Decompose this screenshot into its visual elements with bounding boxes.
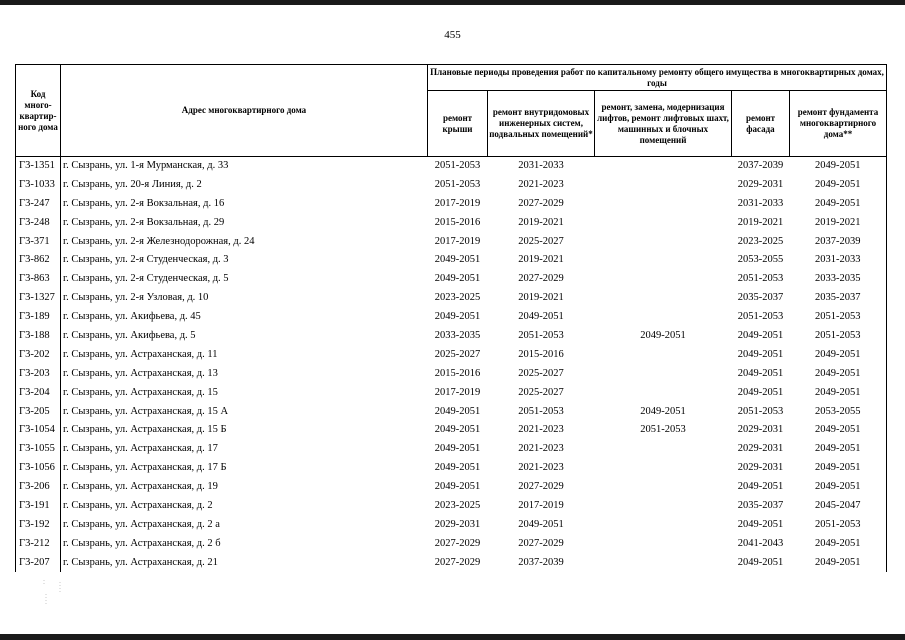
- cell-address: г. Сызрань, ул. Астраханская, д. 21: [61, 553, 428, 572]
- table-row: [16, 515, 887, 534]
- cell-roof: 2023-2025: [434, 292, 481, 304]
- table-row: [16, 270, 887, 289]
- cell-roof: 2015-2016: [434, 367, 481, 379]
- cell-lifts: [595, 308, 732, 327]
- cell-address: г. Сызрань, ул. Астраханская, д. 11: [61, 345, 428, 364]
- cell-code: Г3-206: [16, 478, 61, 497]
- table-row: [16, 459, 887, 478]
- cell-systems: 2021-2023: [518, 462, 564, 474]
- cell-systems: 2049-2051: [518, 518, 564, 530]
- cell-facade: 2023-2025: [737, 235, 784, 247]
- cell-code: Г3-1033: [16, 175, 61, 194]
- cell-facade: 2049-2051: [737, 348, 784, 360]
- header-facade: ремонт фасада: [732, 91, 790, 157]
- cell-code: Г3-371: [16, 232, 61, 251]
- cell-foundation: 2051-2053: [790, 515, 887, 534]
- cell-facade: 2049-2051: [737, 329, 784, 341]
- cell-foundation: 2035-2037: [790, 289, 887, 308]
- cell-facade: 2049-2051: [737, 556, 784, 568]
- table-row: [16, 308, 887, 327]
- cell-facade: 2029-2031: [737, 424, 784, 436]
- cell-lifts: [595, 213, 732, 232]
- cell-lifts: [595, 497, 732, 516]
- cell-code: Г3-1327: [16, 289, 61, 308]
- cell-roof: 2049-2051: [434, 273, 481, 285]
- cell-facade: 2029-2031: [737, 443, 784, 455]
- cell-code: Г3-191: [16, 497, 61, 516]
- cell-address: г. Сызрань, ул. 2-я Железнодорожная, д. 24: [61, 232, 428, 251]
- cell-roof: 2049-2051: [434, 254, 481, 266]
- cell-roof: 2027-2029: [434, 537, 481, 549]
- table-row: [16, 251, 887, 270]
- cell-foundation: 2031-2033: [790, 251, 887, 270]
- repair-schedule-table: [15, 64, 887, 572]
- cell-code: Г3-212: [16, 534, 61, 553]
- cell-foundation: 2019-2021: [790, 213, 887, 232]
- cell-foundation: 2049-2051: [790, 383, 887, 402]
- cell-roof: 2017-2019: [434, 386, 481, 398]
- cell-lifts: [595, 534, 732, 553]
- cell-systems: 2051-2053: [518, 329, 564, 341]
- cell-lifts: [595, 175, 732, 194]
- cell-systems: 2031-2033: [518, 160, 564, 172]
- cell-lifts: [595, 270, 732, 289]
- cell-address: г. Сызрань, ул. Акифьева, д. 5: [61, 327, 428, 346]
- cell-roof: 2049-2051: [434, 405, 481, 417]
- cell-roof: 2029-2031: [434, 518, 481, 530]
- cell-address: г. Сызрань, ул. Астраханская, д. 17 Б: [61, 459, 428, 478]
- cell-lifts: 2049-2051: [640, 329, 686, 341]
- cell-foundation: 2053-2055: [790, 402, 887, 421]
- cell-roof: 2027-2029: [434, 556, 481, 568]
- table-row: [16, 213, 887, 232]
- cell-facade: 2031-2033: [737, 197, 784, 209]
- cell-code: Г3-203: [16, 364, 61, 383]
- cell-roof: 2033-2035: [434, 329, 481, 341]
- cell-code: Г3-1351: [16, 157, 61, 176]
- cell-facade: 2051-2053: [737, 311, 784, 323]
- cell-foundation: 2049-2051: [790, 345, 887, 364]
- table-row: [16, 383, 887, 402]
- cell-lifts: [595, 553, 732, 572]
- cell-facade: 2049-2051: [737, 518, 784, 530]
- header-foundation: ремонт фундамента многоквартирного дома**: [790, 91, 887, 157]
- header-address: Адрес многоквартирного дома: [61, 65, 428, 157]
- cell-facade: 2053-2055: [737, 254, 784, 266]
- header-planned-periods: Плановые периоды проведения работ по капитальному ремонту общего имущества в многоквартирных домах, годы: [428, 65, 887, 91]
- cell-foundation: 2049-2051: [790, 553, 887, 572]
- cell-foundation: 2049-2051: [790, 157, 887, 176]
- cell-address: г. Сызрань, ул. Астраханская, д. 15: [61, 383, 428, 402]
- cell-code: Г3-863: [16, 270, 61, 289]
- cell-lifts: 2051-2053: [640, 424, 686, 436]
- cell-facade: 2051-2053: [737, 405, 784, 417]
- table-row: [16, 364, 887, 383]
- cell-roof: 2049-2051: [434, 424, 481, 436]
- cell-roof: 2015-2016: [434, 216, 481, 228]
- cell-systems: 2017-2019: [518, 499, 564, 511]
- cell-facade: 2051-2053: [737, 273, 784, 285]
- cell-address: г. Сызрань, ул. Астраханская, д. 2 а: [61, 515, 428, 534]
- cell-address: г. Сызрань, ул. Астраханская, д. 17: [61, 440, 428, 459]
- cell-lifts: [595, 251, 732, 270]
- cell-facade: 2029-2031: [737, 462, 784, 474]
- cell-address: г. Сызрань, ул. 2-я Вокзальная, д. 29: [61, 213, 428, 232]
- cell-code: Г3-188: [16, 327, 61, 346]
- cell-roof: 2025-2027: [434, 348, 481, 360]
- cell-systems: 2025-2027: [518, 386, 564, 398]
- cell-roof: 2051-2053: [434, 160, 481, 172]
- scan-edge-top: [0, 0, 905, 5]
- table-row: [16, 421, 887, 440]
- table-row: [16, 534, 887, 553]
- cell-roof: 2017-2019: [434, 197, 481, 209]
- cell-code: Г3-247: [16, 194, 61, 213]
- header-systems: ремонт внутридомовых инженерных систем, подвальных помещений*: [488, 91, 595, 157]
- cell-systems: 2051-2053: [518, 405, 564, 417]
- cell-address: г. Сызрань, ул. 1-я Мурманская, д. 33: [61, 157, 428, 176]
- cell-foundation: 2051-2053: [790, 308, 887, 327]
- cell-code: Г3-1055: [16, 440, 61, 459]
- table-row: [16, 345, 887, 364]
- cell-roof: 2049-2051: [434, 462, 481, 474]
- cell-code: Г3-1056: [16, 459, 61, 478]
- cell-address: г. Сызрань, ул. Астраханская, д. 13: [61, 364, 428, 383]
- cell-lifts: [595, 383, 732, 402]
- cell-facade: 2041-2043: [737, 537, 784, 549]
- table-row: [16, 478, 887, 497]
- table-row: [16, 553, 887, 572]
- cell-facade: 2037-2039: [737, 160, 784, 172]
- cell-systems: 2021-2023: [518, 424, 564, 436]
- cell-systems: 2027-2029: [518, 537, 564, 549]
- cell-systems: 2021-2023: [518, 178, 564, 190]
- cell-facade: 2029-2031: [737, 178, 784, 190]
- cell-facade: 2049-2051: [737, 367, 784, 379]
- cell-code: Г3-204: [16, 383, 61, 402]
- cell-lifts: [595, 364, 732, 383]
- cell-address: г. Сызрань, ул. Астраханская, д. 15 Б: [61, 421, 428, 440]
- cell-foundation: 2033-2035: [790, 270, 887, 289]
- scan-edge-bottom: [0, 634, 905, 640]
- cell-code: Г3-205: [16, 402, 61, 421]
- cell-facade: 2049-2051: [737, 481, 784, 493]
- cell-facade: 2019-2021: [737, 216, 784, 228]
- table-row: [16, 497, 887, 516]
- scan-artifact: [38, 578, 68, 608]
- cell-lifts: [595, 345, 732, 364]
- cell-roof: 2017-2019: [434, 235, 481, 247]
- header-lifts: ремонт, замена, модернизация лифтов, ремонт лифтовых шахт, машинных и блочных помещений: [595, 91, 732, 157]
- cell-address: г. Сызрань, ул. Астраханская, д. 15 А: [61, 402, 428, 421]
- table-row: [16, 440, 887, 459]
- cell-address: г. Сызрань, ул. Астраханская, д. 2 б: [61, 534, 428, 553]
- cell-lifts: [595, 232, 732, 251]
- cell-systems: 2015-2016: [518, 348, 564, 360]
- cell-facade: 2049-2051: [737, 386, 784, 398]
- cell-roof: 2023-2025: [434, 499, 481, 511]
- cell-foundation: 2049-2051: [790, 440, 887, 459]
- cell-code: Г3-1054: [16, 421, 61, 440]
- cell-code: Г3-192: [16, 515, 61, 534]
- cell-systems: 2037-2039: [518, 556, 564, 568]
- cell-lifts: 2049-2051: [640, 405, 686, 417]
- cell-lifts: [595, 478, 732, 497]
- cell-code: Г3-248: [16, 213, 61, 232]
- cell-lifts: [595, 459, 732, 478]
- cell-systems: 2019-2021: [518, 254, 564, 266]
- cell-systems: 2027-2029: [518, 273, 564, 285]
- cell-systems: 2027-2029: [518, 197, 564, 209]
- cell-foundation: 2049-2051: [790, 364, 887, 383]
- cell-address: г. Сызрань, ул. 2-я Узловая, д. 10: [61, 289, 428, 308]
- cell-foundation: 2049-2051: [790, 194, 887, 213]
- cell-address: г. Сызрань, ул. Акифьева, д. 45: [61, 308, 428, 327]
- cell-code: Г3-189: [16, 308, 61, 327]
- cell-lifts: [595, 289, 732, 308]
- cell-address: г. Сызрань, ул. Астраханская, д. 2: [61, 497, 428, 516]
- cell-address: г. Сызрань, ул. Астраханская, д. 19: [61, 478, 428, 497]
- cell-code: Г3-862: [16, 251, 61, 270]
- cell-roof: 2049-2051: [434, 481, 481, 493]
- cell-foundation: 2051-2053: [790, 327, 887, 346]
- cell-foundation: 2049-2051: [790, 459, 887, 478]
- table-row: [16, 232, 887, 251]
- cell-foundation: 2045-2047: [790, 497, 887, 516]
- cell-systems: 2021-2023: [518, 443, 564, 455]
- table-row: [16, 289, 887, 308]
- cell-address: г. Сызрань, ул. 2-я Студенческая, д. 3: [61, 251, 428, 270]
- cell-systems: 2049-2051: [518, 311, 564, 323]
- cell-systems: 2019-2021: [518, 216, 564, 228]
- cell-roof: 2051-2053: [434, 178, 481, 190]
- table-row: [16, 157, 887, 176]
- cell-foundation: 2049-2051: [790, 421, 887, 440]
- table-row: [16, 175, 887, 194]
- cell-lifts: [595, 194, 732, 213]
- cell-code: Г3-202: [16, 345, 61, 364]
- cell-roof: 2049-2051: [434, 443, 481, 455]
- cell-foundation: 2037-2039: [790, 232, 887, 251]
- cell-facade: 2035-2037: [737, 292, 784, 304]
- cell-foundation: 2049-2051: [790, 175, 887, 194]
- cell-lifts: [595, 515, 732, 534]
- cell-systems: 2025-2027: [518, 235, 564, 247]
- page-number: 455: [444, 29, 461, 41]
- cell-systems: 2019-2021: [518, 292, 564, 304]
- table-row: [16, 402, 887, 421]
- cell-foundation: 2049-2051: [790, 534, 887, 553]
- cell-address: г. Сызрань, ул. 2-я Вокзальная, д. 16: [61, 194, 428, 213]
- cell-address: г. Сызрань, ул. 2-я Студенческая, д. 5: [61, 270, 428, 289]
- cell-lifts: [595, 440, 732, 459]
- table-body: [16, 157, 887, 573]
- cell-roof: 2049-2051: [434, 311, 481, 323]
- cell-code: Г3-207: [16, 553, 61, 572]
- cell-systems: 2025-2027: [518, 367, 564, 379]
- cell-address: г. Сызрань, ул. 20-я Линия, д. 2: [61, 175, 428, 194]
- cell-systems: 2027-2029: [518, 481, 564, 493]
- cell-facade: 2035-2037: [737, 499, 784, 511]
- table-row: [16, 194, 887, 213]
- cell-lifts: [595, 157, 732, 176]
- table-row: [16, 327, 887, 346]
- cell-foundation: 2049-2051: [790, 478, 887, 497]
- header-roof: ремонт крыши: [428, 91, 488, 157]
- header-code: Код много-квартир-ного дома: [16, 65, 61, 157]
